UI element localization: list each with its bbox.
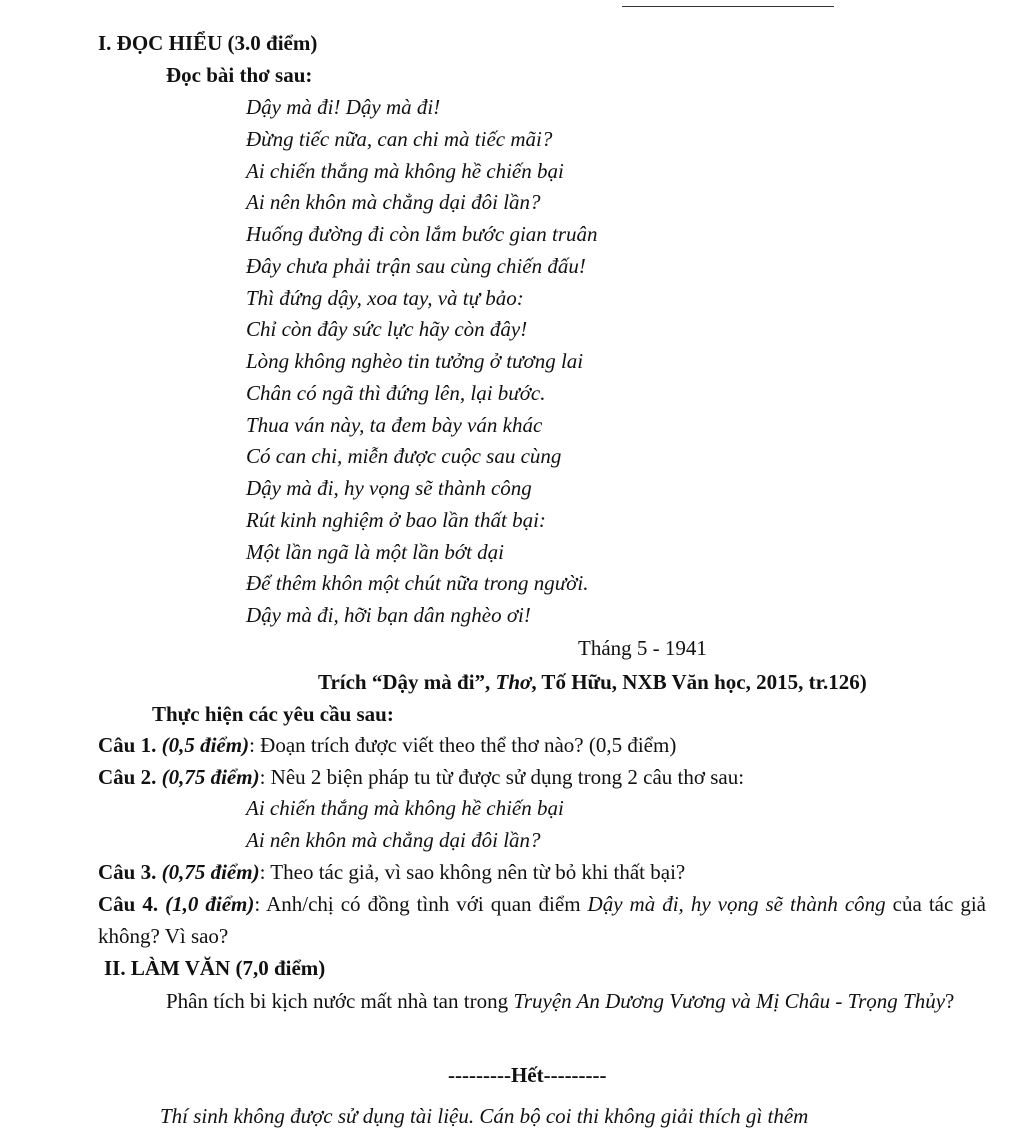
poem-line: Để thêm khôn một chút nữa trong người. [246,571,589,596]
poem-line: Chân có ngã thì đứng lên, lại bước. [246,380,546,405]
question-3-text: : Theo tác giả, vì sao không nên từ bỏ khi thất bại? [259,860,686,884]
question-2-quote-1: Ai chiến thắng mà không hề chiến bại [246,796,564,820]
question-4 [98,888,986,952]
question-3-points: (0,75 điểm) [161,860,260,884]
section-1-heading: I. ĐỌC HIỂU (3.0 điểm) [98,31,318,55]
poem-line: Có can chi, miễn được cuộc sau cùng [246,444,562,469]
poem-source [318,670,867,694]
top-divider [622,6,834,7]
exam-note: Thí sinh không được sử dụng tài liệu. Cán bộ coi thi không giải thích gì thêm [160,1104,809,1128]
poem-line: Ai chiến thắng mà không hề chiến bại [246,158,564,183]
question-1-text: : Đoạn trích được viết theo thể thơ nào? (0,5 điểm) [249,733,677,757]
poem-line: Lòng không nghèo tin tưởng ở tương lai [246,349,584,373]
question-2-label: Câu 2. [98,765,157,789]
question-1 [98,733,676,757]
poem-line: Đây chưa phải trận sau cùng chiến đấu! [246,253,586,278]
essay-prompt-title: Truyện An Dương Vương và Mị Châu - Trọng Thủy [513,989,946,1013]
source-prefix: Trích “Dậy mà đi”, [318,670,496,694]
poem-line: Rút kinh nghiệm ở bao lần thất bại: [246,507,546,532]
tasks-heading: Thực hiện các yêu cầu sau: [152,702,394,726]
essay-prompt [98,985,986,1017]
source-suffix: , Tố Hữu, NXB Văn học, 2015, tr.126) [531,670,867,694]
poem-line: Ai nên khôn mà chẳng dại đôi lần? [246,190,541,215]
poem-line: Dậy mà đi! Dậy mà đi! [246,95,441,119]
question-3 [98,860,685,884]
poem-line: Thì đứng dậy, xoa tay, và tự bảo: [246,285,524,310]
question-4-text-2: của tác giả không? Vì sao? [98,892,986,948]
question-2 [98,765,744,789]
poem-line: Huống đường đi còn lắm bước gian truân [246,222,598,246]
question-1-label: Câu 1. [98,733,157,757]
question-4-quote: Dậy mà đi, hy vọng sẽ thành công [587,892,886,916]
section-2-heading: II. LÀM VĂN (7,0 điểm) [104,956,326,980]
reading-instruction: Đọc bài thơ sau: [166,63,313,87]
source-title: Thơ [495,670,532,694]
question-3-label: Câu 3. [98,860,157,884]
poem-line: Dậy mà đi, hỡi bạn dân nghèo ơi! [246,603,531,627]
question-2-quote-2: Ai nên khôn mà chẳng dại đôi lần? [246,828,541,852]
question-1-points: (0,5 điểm) [161,733,250,757]
poem-line: Chỉ còn đây sức lực hãy còn đây! [246,317,528,342]
essay-prompt-text-1: Phân tích bi kịch nước mất nhà tan trong [166,989,514,1013]
poem-line: Đừng tiếc nữa, can chi mà tiếc mãi? [246,126,553,151]
question-4-label: Câu 4. [98,892,159,916]
question-2-text: : Nêu 2 biện pháp tu từ được sử dụng trong 2 câu thơ sau: [259,765,745,789]
end-mark: ---------Hết--------- [448,1063,607,1087]
question-4-points: (1,0 điểm) [165,892,255,916]
poem [246,92,598,632]
poem-line: Một lần ngã là một lần bớt dại [246,539,504,564]
question-4-text-1: : Anh/chị có đồng tình với quan điểm [254,892,588,916]
poem-line: Thua ván này, ta đem bày ván khác [246,412,543,437]
question-2-points: (0,75 điểm) [161,765,260,789]
poem-line: Dậy mà đi, hy vọng sẽ thành công [246,476,532,500]
essay-prompt-text-2: ? [945,989,955,1013]
poem-date: Tháng 5 - 1941 [578,636,707,660]
